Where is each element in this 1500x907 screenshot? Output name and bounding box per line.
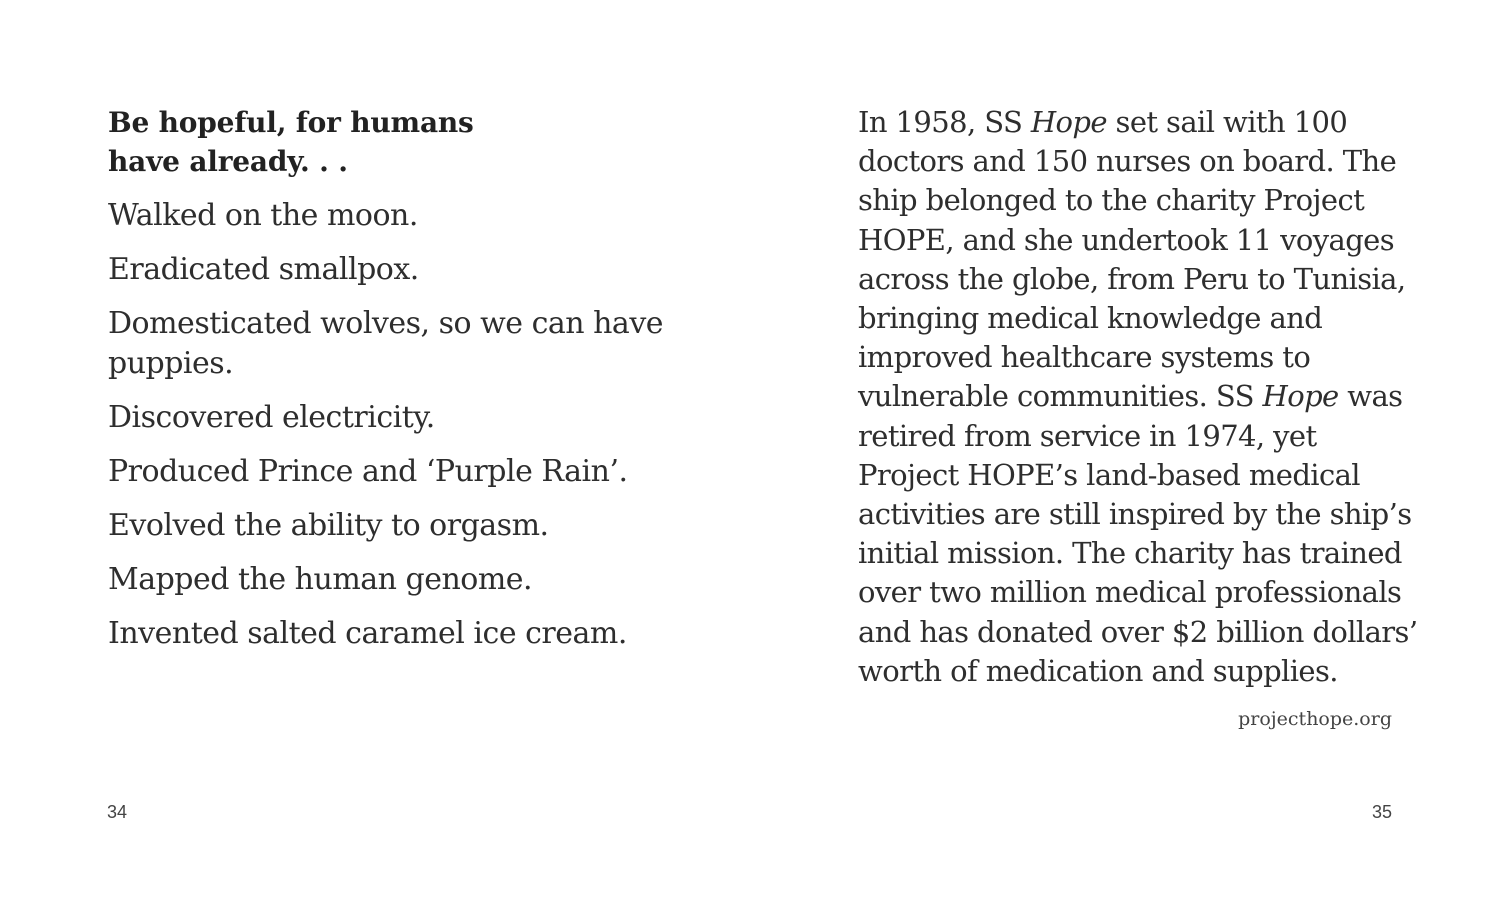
heading-line-1: Be hopeful, for humans (108, 106, 474, 139)
list-item: Eradicated smallpox. (108, 252, 419, 287)
page-heading (108, 103, 528, 181)
list-item: Evolved the ability to orgasm. (108, 508, 549, 543)
list-item: Produced Prince and ‘Purple Rain’. (108, 454, 628, 489)
heading-line-2: have already. . . (108, 145, 348, 178)
achievements-list (108, 196, 668, 668)
page-number: 34 (107, 802, 128, 822)
story-text: In 1958, SS (858, 105, 1031, 139)
page-number: 35 (1371, 802, 1392, 822)
list-item: Discovered electricity. (108, 400, 435, 435)
story-text: set sail with 100 doctors and 150 nurses on board. The ship belonged to the charity Project HOPE, and she undertook 11 voyages across the globe, from Peru to Tunisia, bringing medical knowledge and improved healthcare systems to vulnerable communities. SS (858, 105, 1406, 414)
source-link[interactable]: projecthope.org (1238, 708, 1392, 730)
list-item: Invented salted caramel ice cream. (108, 616, 627, 651)
story-text: was retired from service in 1974, yet Project HOPE’s land-based medical activities are still inspired by the ship’s initial mission. The charity has trained over two million medical professionals and has donated over $2 billion dollars’ worth of medication and supplies. (858, 379, 1418, 688)
list-item: Walked on the moon. (108, 198, 418, 233)
story-paragraph (858, 103, 1418, 691)
list-item: Mapped the human genome. (108, 562, 533, 597)
ship-name: Hope (1030, 105, 1107, 139)
right-page (750, 0, 1500, 907)
ship-name: Hope (1262, 379, 1339, 414)
list-item: Domesticated wolves, so we can have puppies. (108, 306, 664, 381)
